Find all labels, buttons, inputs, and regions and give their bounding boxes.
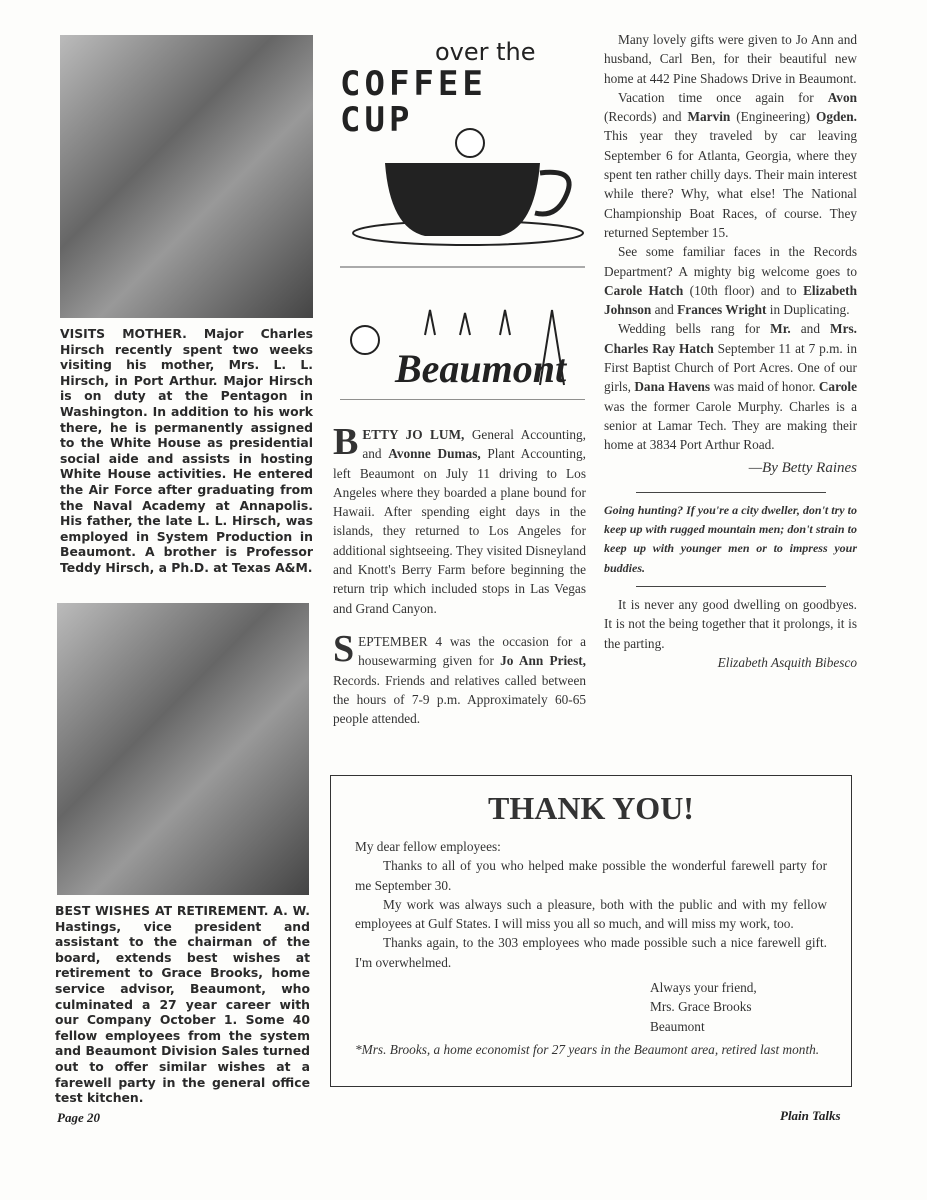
header-beaumont: Beaumont bbox=[395, 346, 567, 391]
text-run: General Accounting, and bbox=[362, 427, 587, 462]
text-run: Vacation time once again for bbox=[618, 89, 828, 105]
name-highlight: Elizabeth Johnson bbox=[604, 282, 857, 318]
text-run: EPTEMBER 4 was the occasion for a housewarming given for bbox=[358, 633, 586, 669]
name-highlight: Marvin bbox=[687, 109, 731, 125]
article-paragraph bbox=[333, 627, 587, 728]
coffee-cup-icon bbox=[340, 118, 585, 268]
text-run: Many lovely gifts were given to Jo Ann and husband, Carl Ben, for their beautiful new home at 442 Pine Shadows Drive in Beaumont. bbox=[604, 32, 857, 86]
text-run: Records. Friends and relatives called between the hours of 7-9 p.m. Approximately 60-65 people attended. bbox=[333, 672, 586, 727]
thanks-paragraph: My work was always such a pleasure, both with the public and with my fellow employees at Gulf States. I will miss you all so much, and will miss my work, too. bbox=[355, 896, 827, 932]
text-run: and bbox=[651, 302, 678, 318]
text-run: See some familiar faces in the Records Department? A mighty big welcome goes to bbox=[604, 244, 857, 279]
name-highlight: Carole Hatch bbox=[604, 282, 684, 298]
filler-hunting: Going hunting? If you're a city dweller, don't try to keep up with rugged mountain men; don't strain to keep up with younger men or to impress your buddies. bbox=[604, 502, 857, 575]
name-highlight: Carole bbox=[818, 379, 857, 395]
page-number: Page 20 bbox=[57, 1110, 100, 1125]
text-run: Wedding bells rang for bbox=[618, 321, 771, 337]
text-run: in Duplicating. bbox=[766, 302, 850, 318]
caption-visits-mother: VISITS MOTHER. Major Charles Hirsch recently spent two weeks visiting his mother, Mrs. L. L. Hirsch, in Port Arthur. Major Hirsch is on duty at the Pentagon in Washington. In addition to his work there, he is permanently assigned to the White House as presidential social aide and assists in hosting White House activities. He entered the Air Force after graduating from the Naval Academy at Annapolis. His father, the late L. L. Hirsch, was employed in System Production in Beaumont. A brother is Professor Teddy Hirsch, a Ph.D. at Texas A&M. bbox=[60, 326, 313, 575]
coffee-cup-header bbox=[340, 38, 585, 273]
quote-author: Elizabeth Asquith Bibesco bbox=[717, 654, 857, 670]
column-2-articles bbox=[333, 421, 587, 728]
text-run: September 11 at 7 p.m. in First Baptist Church of Port Acres. One of our girls, bbox=[604, 340, 857, 395]
article-paragraph bbox=[604, 242, 857, 319]
name-highlight: Ogden. bbox=[815, 109, 857, 125]
text-run: was maid of honor. bbox=[710, 379, 819, 395]
photo-retirement-party bbox=[57, 603, 309, 895]
header-cup: CUP bbox=[340, 100, 414, 140]
signature-name: Mrs. Grace Brooks bbox=[650, 999, 752, 1015]
signature-place: Beaumont bbox=[650, 1018, 705, 1034]
caption-retirement: BEST WISHES AT RETIREMENT. A. W. Hastings, vice president and assistant to the chairman of the board, extends best wishes at retirement to Grace Brooks, home service advisor, Beaumont, who culminated a 27 year career with our Company October 1. Some 40 fellow employees from the system and Beaumont Division Sales turned out to offer similar wishes at a farewell party in the general office test kitchen. bbox=[55, 903, 310, 1106]
name-highlight: Frances Wright bbox=[677, 302, 767, 318]
name-highlight: Mr. bbox=[770, 321, 791, 337]
closing: Always your friend, bbox=[650, 980, 757, 996]
thank-you-title: THANK YOU! bbox=[488, 790, 694, 826]
salutation: My dear fellow employees: bbox=[355, 839, 501, 854]
article-paragraph bbox=[604, 319, 857, 454]
name-highlight: Dana Havens bbox=[634, 379, 711, 395]
drop-cap: B bbox=[333, 421, 359, 463]
text-run: (Engineering) bbox=[730, 109, 816, 125]
editor-note: *Mrs. Brooks, a home economist for 27 years in the Beaumont area, retired last month. bbox=[355, 1041, 820, 1057]
publication-name: Plain Talks bbox=[780, 1108, 841, 1123]
text-run: This year they traveled by car leaving September 6 for Atlanta, Georgia, where they spent ten rather chilly days. Their main interest while there? Why, what else! The National Championship Boat Races, of course. They returned September 15. bbox=[604, 128, 857, 240]
drop-cap: S bbox=[333, 627, 355, 670]
divider bbox=[636, 586, 826, 587]
name-highlight: Avon bbox=[827, 89, 857, 105]
quote: It is never any good dwelling on goodbyes. It is not the being together that it prolongs, it is the parting. bbox=[604, 597, 857, 651]
column-3-articles bbox=[604, 30, 857, 672]
header-coffee: COFFEE bbox=[340, 64, 487, 104]
photo-major-hirsch-and-mother bbox=[60, 35, 313, 318]
name-highlight: Mrs. Charles Ray Hatch bbox=[604, 321, 857, 356]
divider bbox=[636, 492, 826, 493]
beaumont-header bbox=[340, 305, 585, 400]
article-paragraph bbox=[333, 421, 587, 618]
article-paragraph bbox=[604, 88, 857, 242]
thanks-paragraph: Thanks to all of you who helped make possible the wonderful farewell party for me September 30. bbox=[355, 858, 827, 893]
thank-you-box bbox=[330, 775, 852, 1087]
article-paragraph bbox=[604, 30, 857, 88]
text-run: (10th floor) and to bbox=[683, 282, 804, 298]
text-run: was the former Carole Murphy. Charles is a senior at Lamar Tech. They are making their home at 3834 Port Arthur Road. bbox=[604, 398, 857, 453]
byline: —By Betty Raines bbox=[748, 459, 857, 476]
name-highlight: ETTY JO LUM, bbox=[362, 427, 465, 442]
text-run: and bbox=[790, 321, 831, 337]
name-highlight: Avonne Dumas, bbox=[388, 446, 481, 462]
text-run: (Records) and bbox=[604, 109, 688, 125]
name-highlight: Jo Ann Priest, bbox=[500, 653, 587, 669]
text-run: Plant Accounting, left Beaumont on July 11 driving to Los Angeles where they boarded a plane bound for Hawaii. After spending eight days in the islands, they returned to Los Angeles for additional sightseeing. They visited Disneyland and Knott's Berry Farm before beginning the return trip which included stops in Las Vegas and Grand Canyon. bbox=[333, 446, 586, 616]
thanks-paragraph: Thanks again, to the 303 employees who made possible such a nice farewell gift. I'm overwhelmed. bbox=[355, 935, 827, 970]
header-over-the: over the bbox=[435, 38, 536, 66]
